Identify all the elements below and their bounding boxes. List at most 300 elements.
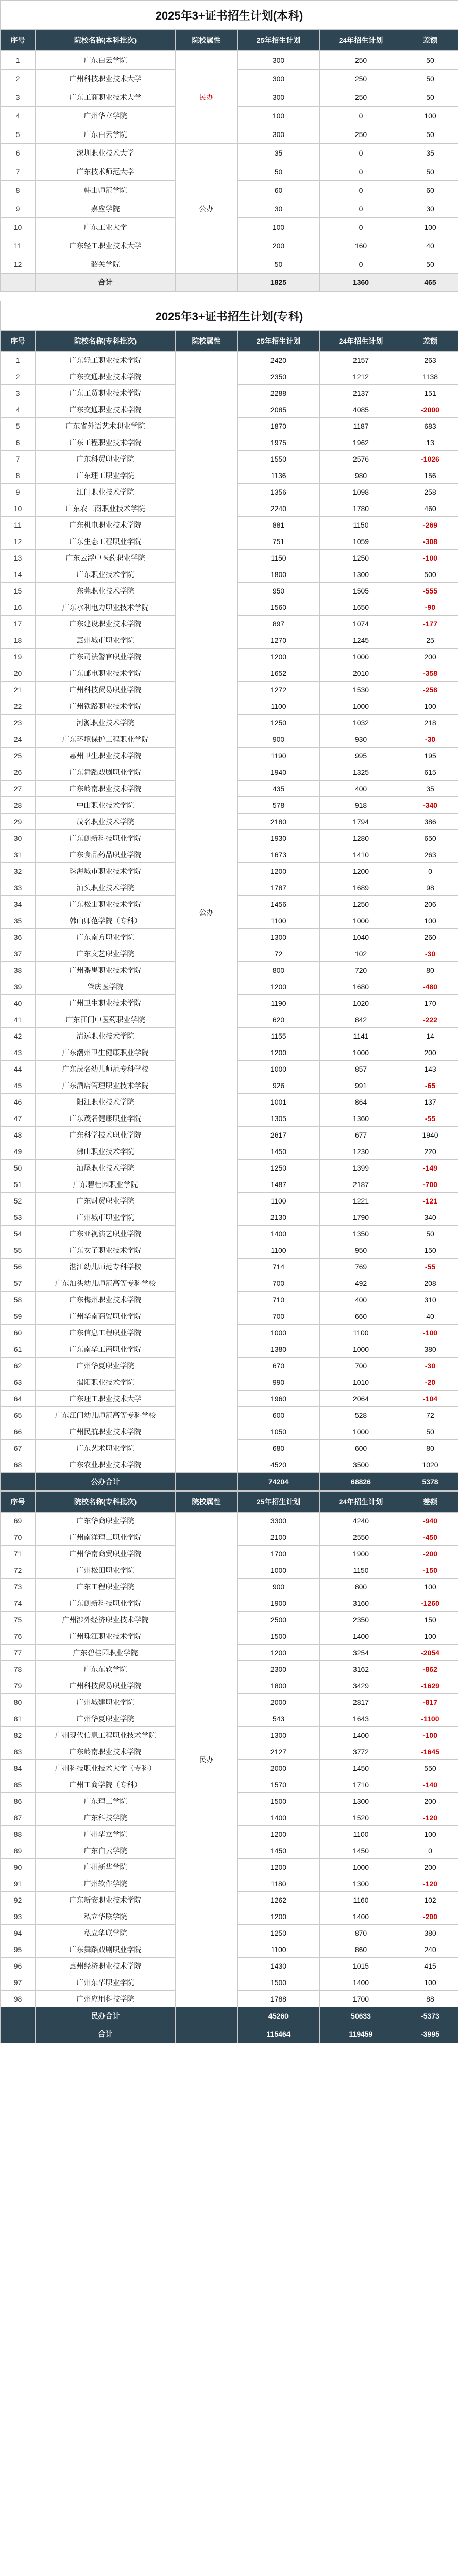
row-index: 36: [1, 929, 36, 945]
plan-2024: 1100: [320, 1325, 402, 1341]
plan-2024: 1200: [320, 863, 402, 879]
plan-2025: 1200: [238, 863, 320, 879]
row-index: 62: [1, 1358, 36, 1374]
plan-2025: 1788: [238, 1991, 320, 2007]
school-attribute: 民办: [176, 1513, 238, 2007]
row-index: 33: [1, 879, 36, 896]
row-index: 76: [1, 1628, 36, 1645]
plan-2025: 1975: [238, 434, 320, 451]
plan-2024: 918: [320, 797, 402, 814]
difference: -480: [402, 978, 458, 995]
plan-2024: 930: [320, 731, 402, 748]
plan-2025: 1673: [238, 846, 320, 863]
school-name: 广东环境保护工程职业学院: [36, 731, 176, 748]
difference: -20: [402, 1374, 458, 1391]
school-name: 汕尾职业技术学院: [36, 1160, 176, 1176]
difference: -30: [402, 1358, 458, 1374]
school-name: 广东邮电职业技术学院: [36, 665, 176, 682]
difference: 72: [402, 1407, 458, 1423]
plan-2024: 1187: [320, 418, 402, 434]
difference: 415: [402, 1958, 458, 1974]
school-name: 中山职业技术学院: [36, 797, 176, 814]
plan-2025: 990: [238, 1374, 320, 1391]
plan-2025: 1356: [238, 484, 320, 500]
school-name: 惠州城市职业学院: [36, 632, 176, 649]
school-name: 广东松山职业技术学院: [36, 896, 176, 912]
difference: 137: [402, 1094, 458, 1110]
difference: 50: [402, 51, 458, 70]
row-index: 3: [1, 88, 36, 107]
plan-2025: 700: [238, 1275, 320, 1292]
plan-2025: 1870: [238, 418, 320, 434]
row-index: 83: [1, 1743, 36, 1760]
plan-2025: 700: [238, 1308, 320, 1325]
school-name: 广东司法警官职业学院: [36, 649, 176, 665]
plan-2025: 300: [238, 125, 320, 144]
school-name: 广东交通职业技术学院: [36, 368, 176, 385]
plan-2025: 1100: [238, 698, 320, 715]
row-index: 85: [1, 1776, 36, 1793]
row-index: 79: [1, 1677, 36, 1694]
school-name: 深圳职业技术大学: [36, 144, 176, 162]
difference: 50: [402, 1226, 458, 1242]
plan-2024: 4085: [320, 401, 402, 418]
school-name: 广州松田职业学院: [36, 1562, 176, 1579]
plan-2025: 714: [238, 1259, 320, 1275]
row-index: 25: [1, 748, 36, 764]
row-index: 15: [1, 583, 36, 599]
plan-2025: 1200: [238, 1044, 320, 1061]
school-name: 惠州卫生职业技术学院: [36, 748, 176, 764]
difference: 156: [402, 467, 458, 484]
plan-2024: 980: [320, 467, 402, 484]
plan-2024: 1350: [320, 1226, 402, 1242]
row-index: 52: [1, 1193, 36, 1209]
school-name: 广东茂名幼儿师范专科学校: [36, 1061, 176, 1077]
plan-2025: 1262: [238, 1892, 320, 1908]
row-index: 56: [1, 1259, 36, 1275]
row-index: 88: [1, 1826, 36, 1842]
plan-2025: 1190: [238, 995, 320, 1011]
school-name: 广东文艺职业学院: [36, 945, 176, 962]
plan-2025: 1456: [238, 896, 320, 912]
difference: -308: [402, 533, 458, 550]
difference: -120: [402, 1809, 458, 1826]
row-index: 81: [1, 1710, 36, 1727]
plan-2024: 1400: [320, 1974, 402, 1991]
school-name: 广州番禺职业技术学院: [36, 962, 176, 978]
difference: 500: [402, 566, 458, 583]
row-index: [1, 2025, 36, 2043]
plan-2025: 1155: [238, 1028, 320, 1044]
school-name: 民办合计: [36, 2007, 176, 2025]
difference: 100: [402, 1826, 458, 1842]
row-index: 96: [1, 1958, 36, 1974]
school-name: 私立华联学院: [36, 1925, 176, 1941]
row-index: 77: [1, 1645, 36, 1661]
plan-2024: 1325: [320, 764, 402, 781]
school-name: 广州工商学院（专科）: [36, 1776, 176, 1793]
school-name: 合计: [36, 2025, 176, 2043]
plan-2025: 1250: [238, 1160, 320, 1176]
difference: -269: [402, 517, 458, 533]
plan-2025: 1960: [238, 1391, 320, 1407]
plan-2024: 995: [320, 748, 402, 764]
row-index: 18: [1, 632, 36, 649]
difference: -1260: [402, 1595, 458, 1612]
school-name: 广东汕头幼儿师范高等专科学校: [36, 1275, 176, 1292]
school-name: 广东南方职业学院: [36, 929, 176, 945]
plan-2024: 1250: [320, 896, 402, 912]
plan-2024: 1360: [320, 1110, 402, 1127]
row-index: 39: [1, 978, 36, 995]
difference: 151: [402, 385, 458, 401]
plan-2025: 1500: [238, 1793, 320, 1809]
plan-2025: 2500: [238, 1612, 320, 1628]
school-name: 湛江幼儿师范专科学校: [36, 1259, 176, 1275]
plan-2025: 1200: [238, 649, 320, 665]
plan-2024: 0: [320, 199, 402, 218]
row-index: 92: [1, 1892, 36, 1908]
plan-2025: 50: [238, 162, 320, 181]
row-index: 95: [1, 1941, 36, 1958]
plan-2024: 250: [320, 51, 402, 70]
school-name: 广东碧桂园职业学院: [36, 1645, 176, 1661]
difference: 98: [402, 879, 458, 896]
plan-2025: 100: [238, 107, 320, 125]
plan-2025: 1100: [238, 1941, 320, 1958]
row-index: 48: [1, 1127, 36, 1143]
plan-2025: 435: [238, 781, 320, 797]
row-index: 66: [1, 1423, 36, 1440]
plan-2024: 400: [320, 781, 402, 797]
plan-2025: 1570: [238, 1776, 320, 1793]
plan-2024: 1020: [320, 995, 402, 1011]
plan-2024: 1530: [320, 682, 402, 698]
school-name: 广东理工职业技术大学: [36, 1391, 176, 1407]
plan-2024: 250: [320, 88, 402, 107]
school-name: 广东云浮中医药职业学院: [36, 550, 176, 566]
plan-2025: 1825: [238, 274, 320, 292]
school-name: 广州华南商贸职业学院: [36, 1308, 176, 1325]
school-name: 广东机电职业技术学院: [36, 517, 176, 533]
vocational-private-plan-table: [0, 1491, 458, 2043]
row-index: 7: [1, 451, 36, 467]
school-name: 广东水利电力职业技术学院: [36, 599, 176, 616]
row-index: 80: [1, 1694, 36, 1710]
difference: 310: [402, 1292, 458, 1308]
row-index: 84: [1, 1760, 36, 1776]
difference: 650: [402, 830, 458, 846]
row-index: 10: [1, 500, 36, 517]
row-index: 11: [1, 236, 36, 255]
plan-2024: 1212: [320, 368, 402, 385]
plan-2024: 2550: [320, 1529, 402, 1546]
plan-2025: 2000: [238, 1760, 320, 1776]
difference: 0: [402, 863, 458, 879]
difference: -30: [402, 945, 458, 962]
difference: 208: [402, 1275, 458, 1292]
difference: 0: [402, 1842, 458, 1859]
difference: 1020: [402, 1456, 458, 1473]
plan-2024: 1400: [320, 1628, 402, 1645]
plan-2025: 2350: [238, 368, 320, 385]
school-name: 清远职业技术学院: [36, 1028, 176, 1044]
plan-2024: 3254: [320, 1645, 402, 1661]
difference: 220: [402, 1143, 458, 1160]
row-index: 6: [1, 144, 36, 162]
plan-2025: 2420: [238, 352, 320, 368]
difference: 380: [402, 1341, 458, 1358]
school-name: 广东白云学院: [36, 125, 176, 144]
difference: 25: [402, 632, 458, 649]
plan-2025: 1550: [238, 451, 320, 467]
row-index: 32: [1, 863, 36, 879]
plan-2024: 1040: [320, 929, 402, 945]
plan-2024: 4240: [320, 1513, 402, 1529]
school-name: 广东工贸职业技术学院: [36, 385, 176, 401]
plan-2024: 1000: [320, 649, 402, 665]
difference: 206: [402, 896, 458, 912]
difference: 200: [402, 649, 458, 665]
plan-2025: 1305: [238, 1110, 320, 1127]
difference: -450: [402, 1529, 458, 1546]
plan-2024: 677: [320, 1127, 402, 1143]
plan-2025: 1000: [238, 1562, 320, 1579]
table-body: [1, 1513, 458, 2043]
row-index: 74: [1, 1595, 36, 1612]
plan-2025: 1487: [238, 1176, 320, 1193]
school-name: 广东茂名健康职业学院: [36, 1110, 176, 1127]
row-index: 17: [1, 616, 36, 632]
difference: -555: [402, 583, 458, 599]
plan-2025: 30: [238, 199, 320, 218]
plan-2024: 1689: [320, 879, 402, 896]
difference: 1940: [402, 1127, 458, 1143]
row-index: 47: [1, 1110, 36, 1127]
plan-2025: 300: [238, 51, 320, 70]
plan-2025: 1500: [238, 1974, 320, 1991]
school-name: 广州科技职业技术大学（专科）: [36, 1760, 176, 1776]
school-name: 广东创新科技职业学院: [36, 830, 176, 846]
plan-2025: 620: [238, 1011, 320, 1028]
plan-2024: 1000: [320, 1859, 402, 1875]
difference: 615: [402, 764, 458, 781]
school-name: 广东岭南职业技术学院: [36, 781, 176, 797]
plan-2024: 720: [320, 962, 402, 978]
school-name: 广东交通职业技术学院: [36, 401, 176, 418]
row-index: 9: [1, 199, 36, 218]
school-attribute: 民办: [176, 51, 238, 144]
plan-2024: 50633: [320, 2007, 402, 2025]
school-name: 广州华立学院: [36, 1826, 176, 1842]
plan-2024: 991: [320, 1077, 402, 1094]
plan-2025: 300: [238, 70, 320, 88]
school-name: 广东理工职业学院: [36, 467, 176, 484]
plan-2024: 528: [320, 1407, 402, 1423]
difference: 60: [402, 181, 458, 199]
difference: -90: [402, 599, 458, 616]
row-index: 49: [1, 1143, 36, 1160]
plan-2025: 950: [238, 583, 320, 599]
row-index: 22: [1, 698, 36, 715]
plan-2025: 1400: [238, 1809, 320, 1826]
row-index: 54: [1, 1226, 36, 1242]
row-index: 78: [1, 1661, 36, 1677]
difference: 50: [402, 255, 458, 274]
plan-2024: 1000: [320, 1341, 402, 1358]
row-index: 8: [1, 181, 36, 199]
school-name: 广东财贸职业学院: [36, 1193, 176, 1209]
difference: 683: [402, 418, 458, 434]
plan-2025: 1272: [238, 682, 320, 698]
school-name: 广东舞蹈戏剧职业学院: [36, 764, 176, 781]
plan-2024: 400: [320, 1292, 402, 1308]
difference: -3995: [402, 2025, 458, 2043]
school-name: 广东碧桂园职业学院: [36, 1176, 176, 1193]
row-index: 67: [1, 1440, 36, 1456]
plan-2024: 3429: [320, 1677, 402, 1694]
plan-2024: 2064: [320, 1391, 402, 1407]
plan-2025: 1940: [238, 764, 320, 781]
school-name: 广东舞蹈戏剧职业学院: [36, 1941, 176, 1958]
school-name: 广东工商职业技术大学: [36, 88, 176, 107]
row-index: 82: [1, 1727, 36, 1743]
table-body: [1, 51, 458, 292]
school-name: 韶关学院: [36, 255, 176, 274]
difference: -1100: [402, 1710, 458, 1727]
plan-2025: 1560: [238, 599, 320, 616]
school-name: 广州华夏职业学院: [36, 1358, 176, 1374]
school-name: 广东岭南职业技术学院: [36, 1743, 176, 1760]
school-name: 广州东华职业学院: [36, 1974, 176, 1991]
row-index: 41: [1, 1011, 36, 1028]
difference: 386: [402, 814, 458, 830]
table-title: 2025年3+证书招生计划(本科): [1, 1, 458, 30]
plan-2025: 1250: [238, 1925, 320, 1941]
difference: -340: [402, 797, 458, 814]
plan-2024: 950: [320, 1242, 402, 1259]
plan-2025: 1500: [238, 1628, 320, 1645]
total-row: [1, 2025, 458, 2043]
difference: 35: [402, 144, 458, 162]
school-name: 广东农业职业技术学院: [36, 1456, 176, 1473]
school-name: 江门职业技术学院: [36, 484, 176, 500]
vocational-public-plan-table: [0, 301, 458, 1491]
school-name: 广东省外语艺术职业学院: [36, 418, 176, 434]
plan-2024: 1300: [320, 1875, 402, 1892]
school-name: 广东生态工程职业学院: [36, 533, 176, 550]
plan-2025: 1300: [238, 1727, 320, 1743]
plan-2025: 800: [238, 962, 320, 978]
difference: 218: [402, 715, 458, 731]
school-name: 广东女子职业技术学院: [36, 1242, 176, 1259]
plan-2024: 860: [320, 1941, 402, 1958]
plan-2025: 2240: [238, 500, 320, 517]
school-name: 广州城市职业学院: [36, 1209, 176, 1226]
plan-2025: 3300: [238, 1513, 320, 1529]
school-name: 广东南华工商职业学院: [36, 1341, 176, 1358]
school-name: 广东新安职业技术学院: [36, 1892, 176, 1908]
school-name: 河源职业技术学院: [36, 715, 176, 731]
plan-2024: 1790: [320, 1209, 402, 1226]
difference: -55: [402, 1110, 458, 1127]
school-name: 广州华夏职业学院: [36, 1710, 176, 1727]
difference: -862: [402, 1661, 458, 1677]
plan-2025: 1200: [238, 1859, 320, 1875]
plan-2025: 900: [238, 731, 320, 748]
row-index: 63: [1, 1374, 36, 1391]
row-index: 9: [1, 484, 36, 500]
row-index: 19: [1, 649, 36, 665]
row-index: 91: [1, 1875, 36, 1892]
row-index: 13: [1, 550, 36, 566]
row-index: 24: [1, 731, 36, 748]
plan-2024: 0: [320, 255, 402, 274]
plan-2024: 870: [320, 1925, 402, 1941]
school-name: 广州珠江职业技术学院: [36, 1628, 176, 1645]
header-row: 序号 院校名称(本科批次) 院校属性 25年招生计划 24年招生计划 差额: [1, 30, 458, 51]
difference: -5373: [402, 2007, 458, 2025]
plan-2024: 1300: [320, 1793, 402, 1809]
school-name: 肇庆医学院: [36, 978, 176, 995]
school-name: 茂名职业技术学院: [36, 814, 176, 830]
difference: 200: [402, 1044, 458, 1061]
row-index: 8: [1, 467, 36, 484]
plan-2024: 1450: [320, 1760, 402, 1776]
bachelor-plan-table: [0, 0, 458, 292]
plan-2024: 1100: [320, 1826, 402, 1842]
school-name: 广东轻工职业技术大学: [36, 236, 176, 255]
row-index: 86: [1, 1793, 36, 1809]
difference: -104: [402, 1391, 458, 1407]
table-title: 2025年3+证书招生计划(专科): [1, 301, 458, 331]
plan-2025: 900: [238, 1579, 320, 1595]
school-name: 广东酒店管理职业技术学院: [36, 1077, 176, 1094]
school-name: 广州软件学院: [36, 1875, 176, 1892]
difference: -65: [402, 1077, 458, 1094]
row-index: 6: [1, 434, 36, 451]
school-name: 广州涉外经济职业技术学院: [36, 1612, 176, 1628]
plan-2024: 160: [320, 236, 402, 255]
plan-2024: 1141: [320, 1028, 402, 1044]
plan-2025: 1200: [238, 1645, 320, 1661]
plan-2024: 1000: [320, 1423, 402, 1440]
plan-2024: 1520: [320, 1809, 402, 1826]
plan-2024: 700: [320, 1358, 402, 1374]
header-row: 序号 院校名称(专科批次) 院校属性 25年招生计划 24年招生计划 差额: [1, 331, 458, 352]
plan-2024: 3500: [320, 1456, 402, 1473]
school-name: 私立华联学院: [36, 1908, 176, 1925]
school-name: 广东科学技术职业学院: [36, 1127, 176, 1143]
school-name: 韩山师范学院（专科）: [36, 912, 176, 929]
plan-2025: 45260: [238, 2007, 320, 2025]
plan-2024: 600: [320, 1440, 402, 1456]
school-name: 广东工程职业技术学院: [36, 434, 176, 451]
row-index: 75: [1, 1612, 36, 1628]
school-name: 广州应用科技学院: [36, 1991, 176, 2007]
row-index: 5: [1, 418, 36, 434]
plan-2024: 1280: [320, 830, 402, 846]
plan-2024: 857: [320, 1061, 402, 1077]
row-index: 50: [1, 1160, 36, 1176]
row-index: 73: [1, 1579, 36, 1595]
school-name: 汕头职业技术学院: [36, 879, 176, 896]
difference: 195: [402, 748, 458, 764]
school-name: 广州铁路职业技术学院: [36, 698, 176, 715]
plan-2024: 1150: [320, 1562, 402, 1579]
plan-2024: 864: [320, 1094, 402, 1110]
